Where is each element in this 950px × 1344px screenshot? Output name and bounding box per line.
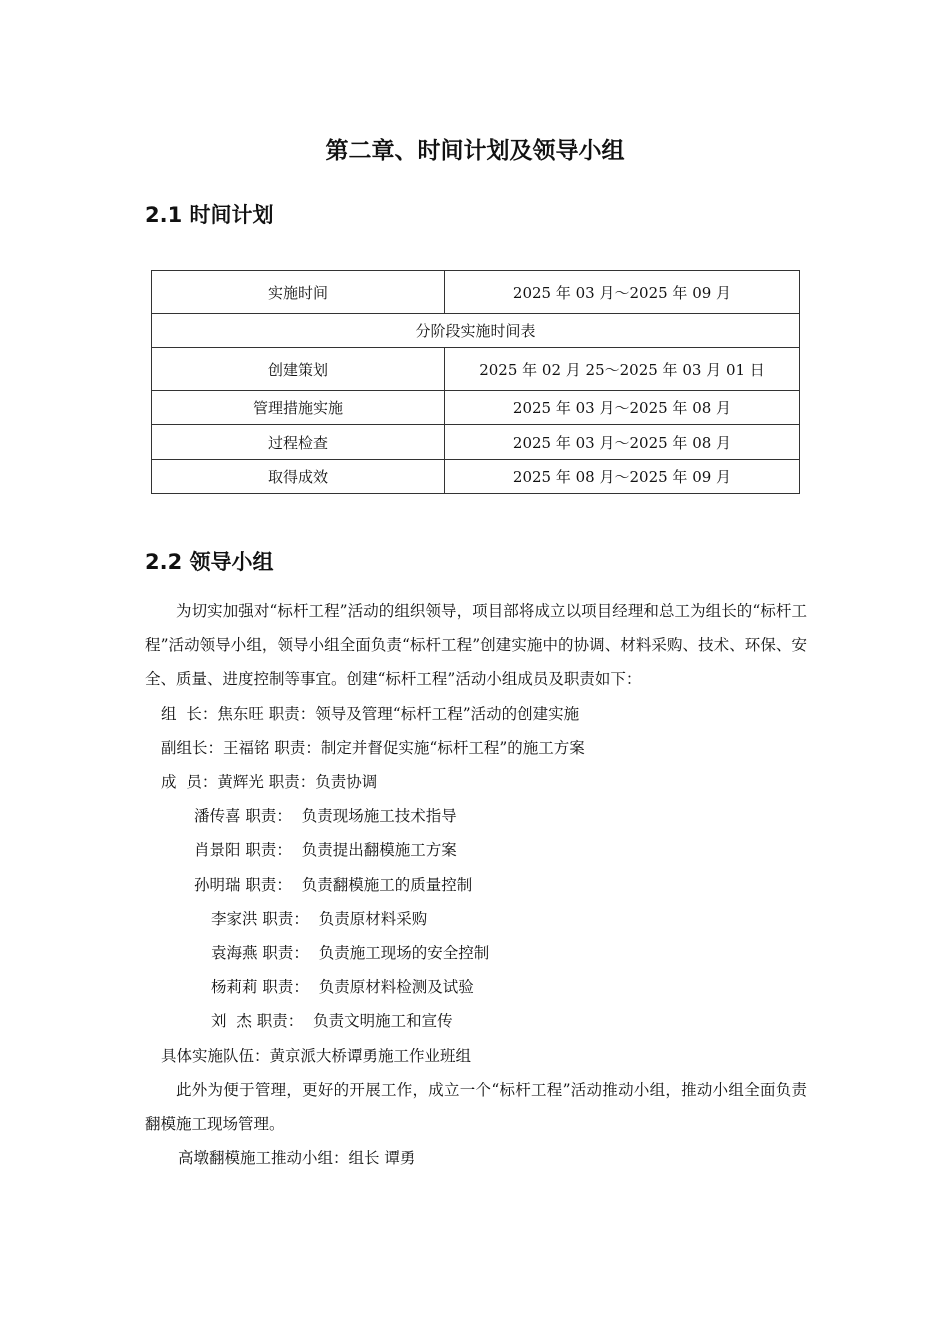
member-line: 副组长：王福铭 职责：制定并督促实施“标杆工程”的施工方案 <box>161 738 585 757</box>
table-cell: 2025 年 03 月～2025 年 08 月 <box>445 391 800 425</box>
table-cell: 2025 年 03 月～2025 年 09 月 <box>445 271 800 314</box>
section-title-leadership: 2.2 领导小组 <box>145 550 274 574</box>
schedule-table <box>151 270 800 494</box>
table-cell: 取得成效 <box>152 460 445 494</box>
member-line: 成 员：黄辉光 职责：负责协调 <box>161 773 378 792</box>
table-row <box>152 271 800 314</box>
member-line: 刘 杰 职责： 负责文明施工和宣传 <box>211 1012 453 1031</box>
member-line: 组 长：焦东旺 职责：领导及管理“标杆工程”活动的创建实施 <box>161 704 580 723</box>
section-title-time-plan: 2.1 时间计划 <box>145 203 274 227</box>
table-row <box>152 391 800 425</box>
table-row <box>152 460 800 494</box>
push-group-line: 高墩翻模施工推动小组：组长 谭勇 <box>178 1149 416 1168</box>
table-cell: 分阶段实施时间表 <box>152 314 800 348</box>
member-line: 孙明瑞 职责： 负责翻模施工的质量控制 <box>194 875 473 894</box>
chapter-title: 第二章、时间计划及领导小组 <box>325 138 625 164</box>
extra-paragraph: 此外为便于管理，更好的开展工作，成立一个“标杆工程”活动推动小组，推动小组全面负责翻模施工现场管理。 <box>145 1080 807 1134</box>
table-cell: 管理措施实施 <box>152 391 445 425</box>
leadership-body <box>145 594 807 1175</box>
table-row <box>152 425 800 460</box>
team-line: 具体实施队伍：黄京派大桥谭勇施工作业班组 <box>161 1046 472 1065</box>
table-cell: 创建策划 <box>152 348 445 391</box>
table-cell: 2025 年 03 月～2025 年 08 月 <box>445 425 800 460</box>
member-line: 李家洪 职责： 负责原材料采购 <box>211 909 428 928</box>
member-line: 肖景阳 职责： 负责提出翻模施工方案 <box>194 841 457 860</box>
table-cell: 实施时间 <box>152 271 445 314</box>
table-row <box>152 314 800 348</box>
table-row <box>152 348 800 391</box>
table-cell: 2025 年 02 月 25～2025 年 03 月 01 日 <box>445 348 800 391</box>
member-line: 杨莉莉 职责： 负责原材料检测及试验 <box>211 978 474 997</box>
table-cell: 过程检查 <box>152 425 445 460</box>
intro-paragraph: 为切实加强对“标杆工程”活动的组织领导，项目部将成立以项目经理和总工为组长的“标杆工程”活动领导小组，领导小组全面负责“标杆工程”创建实施中的协调、材料采购、技术、环保、安全、质量、进度控制等事宜。创建“标杆工程”活动小组成员及职责如下： <box>145 602 807 689</box>
member-line: 潘传喜 职责： 负责现场施工技术指导 <box>194 807 457 826</box>
member-line: 袁海燕 职责： 负责施工现场的安全控制 <box>211 944 490 963</box>
table-cell: 2025 年 08 月～2025 年 09 月 <box>445 460 800 494</box>
